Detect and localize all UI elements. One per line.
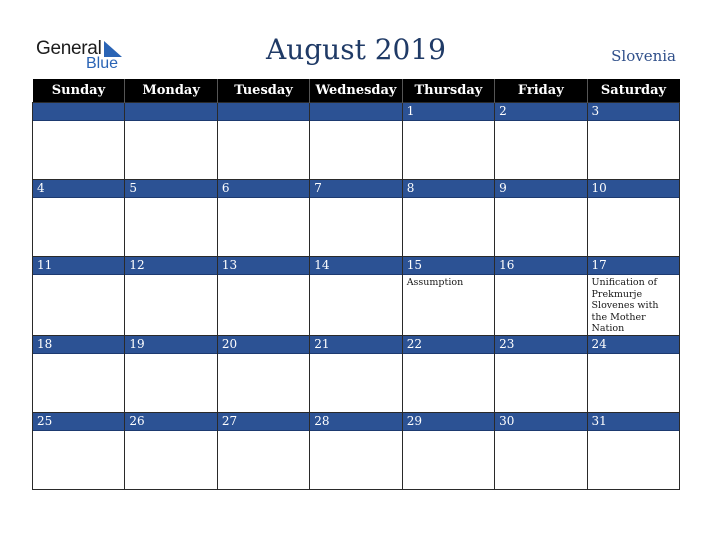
- day-cell: [125, 180, 217, 257]
- holiday-label: [218, 354, 309, 356]
- day-cell: [33, 180, 125, 257]
- day-number: [125, 103, 216, 121]
- holiday-label: [33, 198, 124, 200]
- day-number: 16: [495, 257, 586, 275]
- day-cell: [587, 103, 679, 180]
- day-number: 19: [125, 336, 216, 354]
- holiday-label: [588, 354, 679, 356]
- day-cell: [495, 335, 587, 412]
- day-cell: [495, 412, 587, 489]
- week-row: [33, 335, 680, 412]
- day-number: [310, 103, 401, 121]
- holiday-label: [310, 198, 401, 200]
- holiday-label: [218, 121, 309, 123]
- day-number: 6: [218, 180, 309, 198]
- weekday-header: Saturday: [587, 79, 679, 103]
- brand-name-line1: General: [36, 38, 102, 59]
- holiday-label: [33, 354, 124, 356]
- holiday-label: [218, 431, 309, 433]
- day-cell: [33, 103, 125, 180]
- day-cell: [217, 257, 309, 336]
- holiday-label: [125, 121, 216, 123]
- day-cell: [310, 335, 402, 412]
- day-cell: [402, 412, 494, 489]
- weekday-header: Wednesday: [310, 79, 402, 103]
- holiday-label: [495, 275, 586, 277]
- day-cell: [217, 180, 309, 257]
- day-number: 20: [218, 336, 309, 354]
- holiday-label: [125, 354, 216, 356]
- day-number: 9: [495, 180, 586, 198]
- day-number: 28: [310, 413, 401, 431]
- holiday-label: [33, 431, 124, 433]
- holiday-label: [495, 354, 586, 356]
- weekday-header: Sunday: [33, 79, 125, 103]
- day-cell: [310, 103, 402, 180]
- holiday-label: [33, 121, 124, 123]
- day-number: 27: [218, 413, 309, 431]
- weekday-header: Tuesday: [217, 79, 309, 103]
- day-number: 25: [33, 413, 124, 431]
- day-number: [33, 103, 124, 121]
- day-number: 26: [125, 413, 216, 431]
- day-number: 3: [588, 103, 679, 121]
- brand-name-line2: Blue: [86, 55, 119, 72]
- holiday-label: [403, 354, 494, 356]
- weekday-header: Thursday: [402, 79, 494, 103]
- day-cell: [125, 103, 217, 180]
- holiday-label: [588, 121, 679, 123]
- week-row: [33, 412, 680, 489]
- day-number: 18: [33, 336, 124, 354]
- week-row: [33, 257, 680, 336]
- day-cell: [33, 257, 125, 336]
- day-cell: [495, 103, 587, 180]
- day-cell: [125, 335, 217, 412]
- holiday-label: [218, 275, 309, 277]
- day-number: 8: [403, 180, 494, 198]
- holiday-label: [125, 431, 216, 433]
- holiday-label: [495, 431, 586, 433]
- holiday-label: [125, 275, 216, 277]
- day-number: 24: [588, 336, 679, 354]
- day-number: 23: [495, 336, 586, 354]
- day-cell: [402, 103, 494, 180]
- day-number: 1: [403, 103, 494, 121]
- country-label: Slovenia: [611, 47, 676, 65]
- day-cell: [402, 257, 494, 336]
- day-number: 17: [588, 257, 679, 275]
- calendar-grid: [32, 79, 680, 490]
- day-cell: [310, 180, 402, 257]
- day-number: 7: [310, 180, 401, 198]
- holiday-label: [33, 275, 124, 277]
- holiday-label: [403, 431, 494, 433]
- day-cell: [310, 412, 402, 489]
- day-number: 12: [125, 257, 216, 275]
- holiday-label: [495, 121, 586, 123]
- day-number: 15: [403, 257, 494, 275]
- day-number: 29: [403, 413, 494, 431]
- day-cell: [587, 180, 679, 257]
- weekday-header: Friday: [495, 79, 587, 103]
- day-cell: [402, 180, 494, 257]
- day-cell: [495, 257, 587, 336]
- day-cell: [495, 180, 587, 257]
- day-number: 31: [588, 413, 679, 431]
- day-number: 14: [310, 257, 401, 275]
- holiday-label: [495, 198, 586, 200]
- day-number: 22: [403, 336, 494, 354]
- holiday-label: [125, 198, 216, 200]
- day-cell: [33, 412, 125, 489]
- day-cell: [125, 412, 217, 489]
- holiday-label: [310, 431, 401, 433]
- day-cell: [310, 257, 402, 336]
- week-row: [33, 180, 680, 257]
- holiday-label: [310, 354, 401, 356]
- holiday-label: [588, 198, 679, 200]
- holiday-label: [588, 431, 679, 433]
- day-number: 10: [588, 180, 679, 198]
- day-cell: [217, 103, 309, 180]
- day-cell: [125, 257, 217, 336]
- day-number: 2: [495, 103, 586, 121]
- week-row: [33, 103, 680, 180]
- day-number: 21: [310, 336, 401, 354]
- day-cell: [33, 335, 125, 412]
- day-cell: [402, 335, 494, 412]
- day-number: 11: [33, 257, 124, 275]
- day-cell: [587, 335, 679, 412]
- weekday-header-row: [33, 79, 680, 103]
- holiday-label: [310, 121, 401, 123]
- weekday-header: Monday: [125, 79, 217, 103]
- day-number: 30: [495, 413, 586, 431]
- day-number: 13: [218, 257, 309, 275]
- day-number: [218, 103, 309, 121]
- day-number: 4: [33, 180, 124, 198]
- holiday-label: [310, 275, 401, 277]
- day-number: 5: [125, 180, 216, 198]
- holiday-label: Unification of Prekmurje Slovenes with the Mother Nation: [591, 277, 659, 334]
- day-cell: [587, 412, 679, 489]
- day-cell: [217, 412, 309, 489]
- calendar-title: August 2019: [266, 33, 446, 66]
- day-cell: [587, 257, 679, 336]
- holiday-label: Assumption: [406, 277, 464, 288]
- holiday-label: [403, 198, 494, 200]
- day-cell: [217, 335, 309, 412]
- holiday-label: [403, 121, 494, 123]
- holiday-label: [218, 198, 309, 200]
